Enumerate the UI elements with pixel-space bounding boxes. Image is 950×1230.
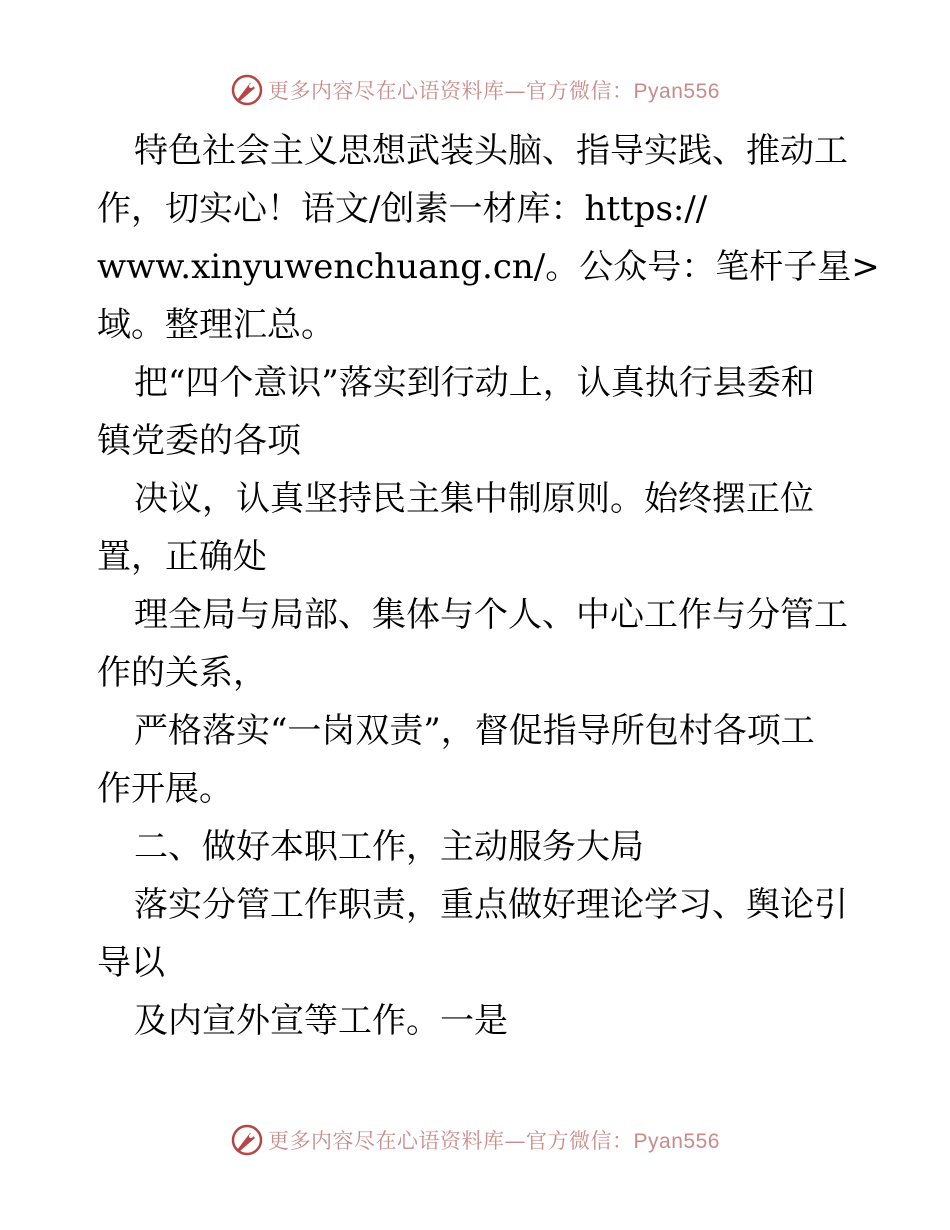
text-line: 决议，认真坚持民主集中制原则。始终摆正位: [134, 479, 814, 519]
banner-label: 更多内容尽在心语资料库—官方微信：: [268, 79, 634, 103]
text-line: 把“四个意识”落实到行动上，认真执行县委和: [134, 363, 815, 403]
text-line: 及内宣外宣等工作。一是: [134, 1001, 508, 1041]
banner-text: [268, 75, 720, 105]
text-line: 特色社会主义思想武装头脑、指导实践、推动工: [134, 131, 848, 171]
text-line: 严格落实“一岗双责”，督促指导所包村各项工: [134, 711, 815, 751]
pen-nib-logo-icon: [230, 73, 264, 107]
text-line: 镇党委的各项: [97, 421, 301, 461]
pen-nib-logo-icon: [230, 1123, 264, 1157]
header-banner: [0, 70, 950, 110]
footer-banner: [0, 1120, 950, 1160]
text-line: 作，切实心！语文/创素一材库：https://: [97, 189, 708, 229]
wechat-id: Pyan556: [633, 80, 720, 103]
text-line: 落实分管工作职责，重点做好理论学习、舆论引: [134, 885, 848, 925]
text-line: 作的关系，: [97, 653, 267, 693]
wechat-id: Pyan556: [633, 1130, 720, 1153]
text-line: 作开展。: [97, 769, 233, 809]
banner-text: [268, 1125, 720, 1155]
section-heading: 二、做好本职工作，主动服务大局: [134, 827, 644, 867]
text-line: 置，正确处: [97, 537, 267, 577]
banner-label: 更多内容尽在心语资料库—官方微信：: [268, 1129, 634, 1153]
text-line: www.xinyuwenchuang.cn/。公众号：笔杆子星>: [97, 247, 880, 287]
text-line: 域。整理汇总。: [97, 305, 335, 345]
text-line: 导以: [97, 943, 165, 983]
text-line: 理全局与局部、集体与个人、中心工作与分管工: [134, 595, 848, 635]
